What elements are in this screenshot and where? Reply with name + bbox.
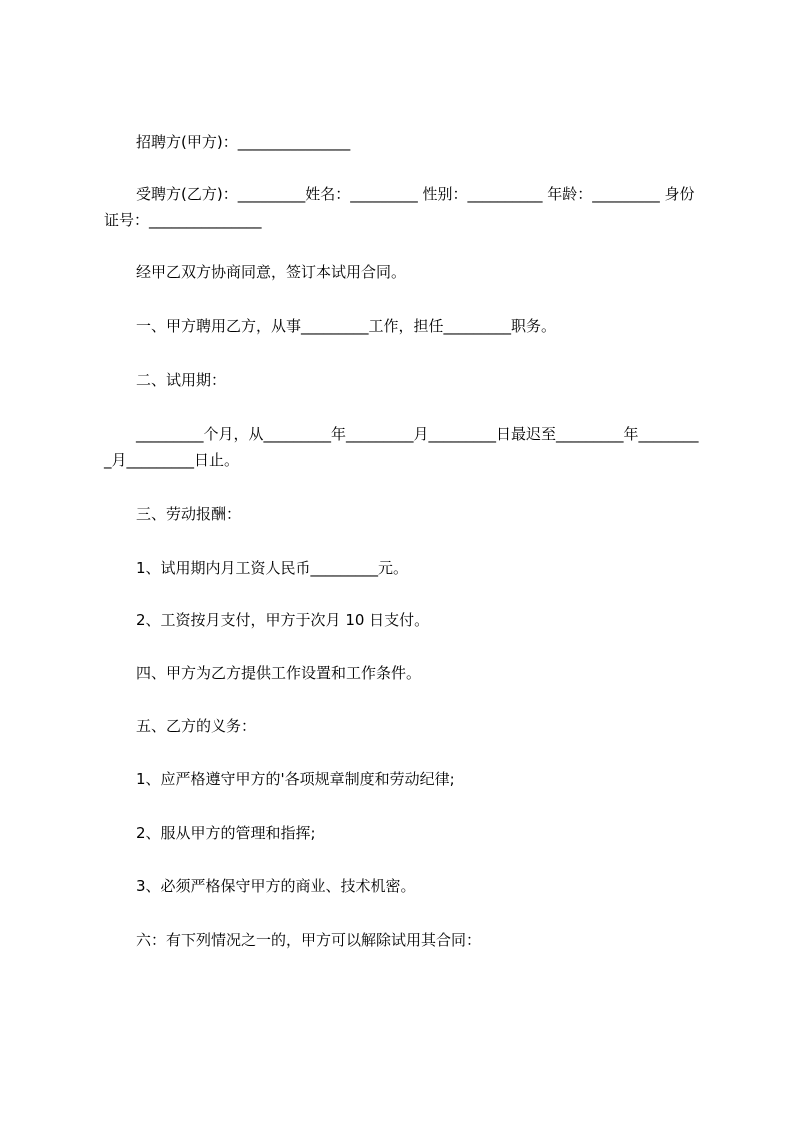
probation-period-line: _________个月，从_________年_________月_________日最迟至_________年_________月_________日止。 xyxy=(104,425,699,469)
clause-3-heading: 三、劳动报酬： xyxy=(136,505,242,523)
employer-line: 招聘方(甲方)：_______________ xyxy=(136,133,351,151)
clause-5-item-1: 1、应严格遵守甲方的'各项规章制度和劳动纪律; xyxy=(136,770,455,788)
clause-2-heading: 二、试用期： xyxy=(136,371,227,389)
clause-5-item-2: 2、服从甲方的管理和指挥; xyxy=(136,824,316,842)
clause-4: 四、甲方为乙方提供工作设置和工作条件。 xyxy=(136,664,422,682)
clause-5-heading: 五、乙方的义务： xyxy=(136,717,257,735)
employee-info-line: 受聘方(乙方)：_________姓名：_________ 性别：__________ 年龄：_________ 身份证号：_______________ xyxy=(104,185,695,229)
clause-3-item-1: 1、试用期内月工资人民币_________元。 xyxy=(136,559,409,577)
clause-3-item-2: 2、工资按月支付，甲方于次月 10 日支付。 xyxy=(136,611,430,629)
clause-5-item-3: 3、必须严格保守甲方的商业、技术机密。 xyxy=(136,877,416,895)
agreement-intro: 经甲乙双方协商同意，签订本试用合同。 xyxy=(136,263,407,281)
clause-1-employment: 一、甲方聘用乙方，从事_________工作，担任_________职务。 xyxy=(136,317,557,335)
clause-6-heading: 六：有下列情况之一的，甲方可以解除试用其合同： xyxy=(136,931,482,949)
